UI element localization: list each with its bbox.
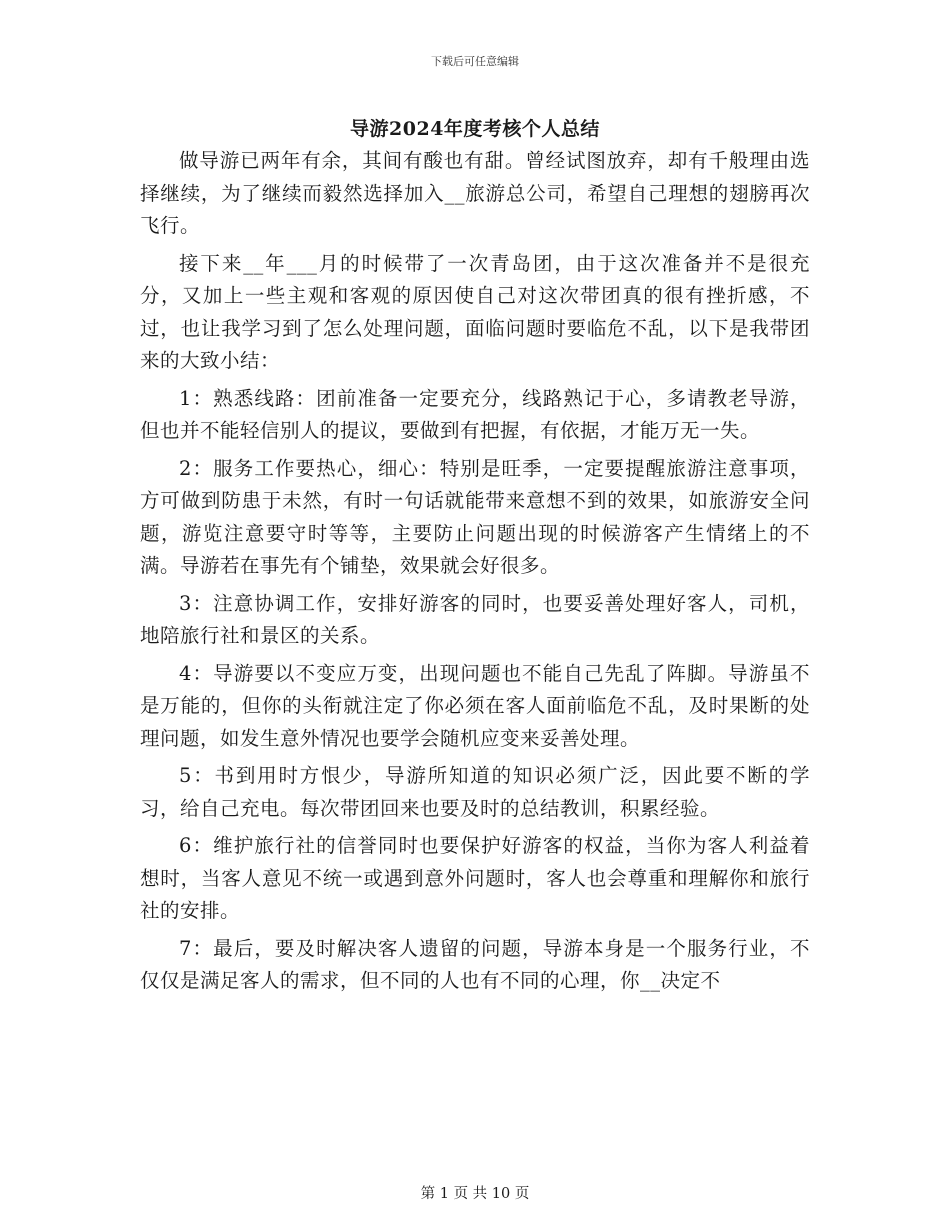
paragraph-point-1: 1：熟悉线路：团前准备一定要充分，线路熟记于心，多请教老导游，但也并不能轻信别人的提议，要做到有把握，有依据，才能万无一失。 — [140, 386, 810, 442]
paragraph-point-6: 6：维护旅行社的信誉同时也要保护好游客的权益，当你为客人利益着想时，当客人意见不统一或遇到意外问题时，客人也会尊重和理解你和旅行社的安排。 — [140, 834, 810, 922]
paragraph-intro: 做导游已两年有余，其间有酸也有甜。曾经试图放弃，却有千般理由选择继续，为了继续而毅然选择加入__旅游总公司，希望自己理想的翅膀再次飞行。 — [140, 149, 810, 237]
paragraph-point-2: 2：服务工作要热心，细心：特别是旺季，一定要提醒旅游注意事项，方可做到防患于未然，有时一句话就能带来意想不到的效果，如旅游安全问题，游览注意要守时等等，主要防止问题出现的时候游客产生情绪上的不满。导游若在事先有个铺垫，效果就会好很多。 — [140, 456, 810, 577]
document-body — [140, 145, 810, 1003]
page-number-footer: 第 1 页 共 10 页 — [420, 1186, 530, 1202]
paragraph-point-5: 5：书到用时方恨少，导游所知道的知识必须广泛，因此要不断的学习，给自己充电。每次带团回来也要及时的总结教训，积累经验。 — [140, 764, 810, 820]
paragraph-point-3: 3：注意协调工作，安排好游客的同时，也要妥善处理好客人，司机，地陪旅行社和景区的关系。 — [140, 591, 810, 647]
paragraph-background: 接下来__年___月的时候带了一次青岛团，由于这次准备并不是很充分，又加上一些主观和客观的原因使自己对这次带团真的很有挫折感，不过，也让我学习到了怎么处理问题，面临问题时要临危不乱，以下是我带团来的大致小结： — [140, 251, 810, 372]
paragraph-point-4: 4：导游要以不变应万变，出现问题也不能自己先乱了阵脚。导游虽不是万能的，但你的头衔就注定了你必须在客人面前临危不乱，及时果断的处理问题，如发生意外情况也要学会随机应变来妥善处理。 — [140, 661, 810, 750]
document-title: 导游2024年度考核个人总结 — [350, 118, 600, 140]
page-header-note: 下载后可任意编辑 — [431, 55, 519, 68]
paragraph-point-7: 7：最后，要及时解决客人遗留的问题，导游本身是一个服务行业，不仅仅是满足客人的需求，但不同的人也有不同的心理，你__决定不 — [140, 936, 810, 992]
